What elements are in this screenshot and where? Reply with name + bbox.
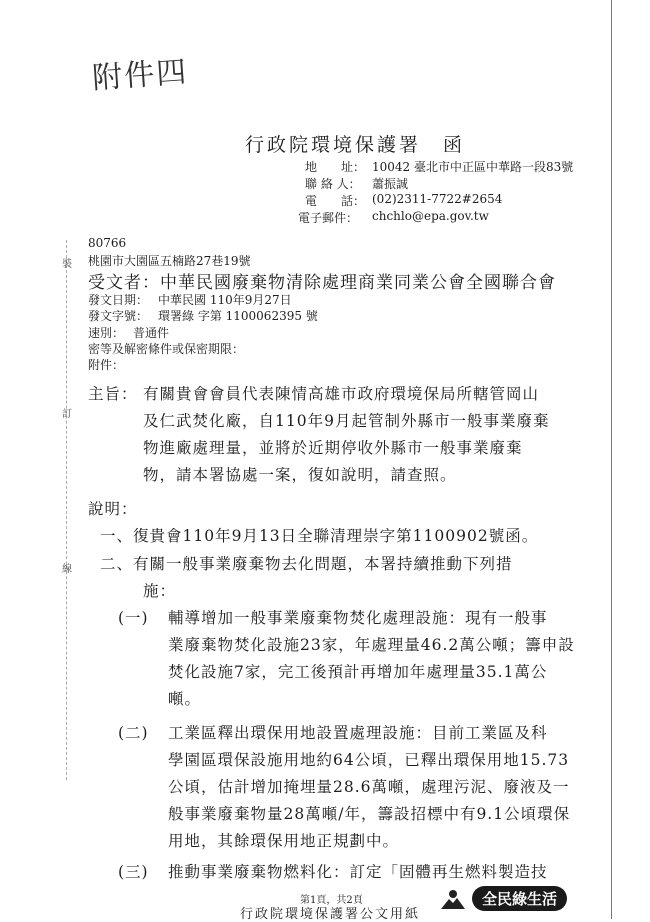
speed-value: 普通件 bbox=[133, 326, 170, 340]
subject-line: 及仁武焚化廠，自110年9月起管制外縣市一般事業廢棄 bbox=[143, 412, 550, 430]
sub-item-2-label: (二) bbox=[118, 724, 149, 742]
binding-mark-middle: 訂 bbox=[62, 409, 72, 420]
secrecy-label: 密等及解密條件或保密期限： bbox=[88, 342, 245, 356]
address-value: 10042 臺北市中正區中華路一段83號 bbox=[372, 160, 574, 174]
recipient-address: 桃園市大園區五楠路27巷19號 bbox=[88, 254, 251, 268]
attachment-label: 附件： bbox=[88, 358, 125, 372]
contact-value: 蕭振誠 bbox=[372, 177, 409, 191]
document-title: 行政院環境保護署 函 bbox=[245, 134, 466, 156]
sub-item-2-line: 學園區環保設施用地約64公頃，已釋出環保用地15.73 bbox=[168, 751, 570, 769]
phone-value: (02)2311-7722#2654 bbox=[372, 192, 503, 206]
sub-item-1-line: 焚化設施7家，完工後預計再增加年處理量35.1萬公 bbox=[168, 663, 548, 681]
binding-mark-bottom: 線 bbox=[62, 564, 72, 575]
sub-item-1-line: 輔導增加一般事業廢棄物焚化處理設施：現有一般事 bbox=[168, 609, 548, 627]
mountain-logo-icon bbox=[440, 888, 466, 910]
footer-logo bbox=[440, 886, 567, 911]
explanation-item-2: 二、有關一般事業廢棄物去化問題，本署持續推動下列措 bbox=[100, 555, 513, 573]
date-label: 發文日期： bbox=[88, 293, 149, 307]
paper-label: 行政院環境保護署公文用紙 bbox=[240, 907, 421, 922]
sub-item-3-label: (三) bbox=[118, 863, 149, 881]
speed-label: 速別： bbox=[88, 326, 125, 340]
sub-item-3-line: 推動事業廢棄物燃料化：訂定「固體再生燃料製造技 bbox=[168, 863, 548, 881]
scan-edge-line bbox=[611, 0, 612, 919]
doc-no-value: 環署綠 字第 1100062395 號 bbox=[158, 309, 318, 323]
page-number: 第1頁，共2頁 bbox=[300, 895, 363, 906]
sub-item-2-line: 般事業廢棄物量28萬噸/年，籌設招標中有9.1公頃環保 bbox=[168, 805, 571, 823]
sub-item-2-line: 公頃，估計增加掩埋量28.6萬噸，處理污泥、廢液及一 bbox=[168, 778, 570, 796]
binding-mark-top: 裝 bbox=[62, 259, 72, 270]
subject-label: 主旨： bbox=[88, 385, 138, 403]
contact-label: 聯 絡 人： bbox=[305, 177, 361, 191]
doc-no-label: 發文字號： bbox=[88, 309, 149, 323]
postal-code: 80766 bbox=[88, 236, 127, 250]
sub-item-2-line: 用地，其餘環保用地正規劃中。 bbox=[168, 832, 400, 850]
sub-item-1-line: 業廢棄物焚化設施23家，年處理量46.2萬公噸；籌申設 bbox=[168, 636, 575, 654]
email-value: chchlo@epa.gov.tw bbox=[372, 209, 489, 223]
address-label: 地 址： bbox=[305, 160, 366, 174]
explanation-label: 說明： bbox=[88, 500, 138, 518]
explanation-item-2-cont: 施： bbox=[143, 582, 177, 600]
explanation-item-1: 一、復貴會110年9月13日全聯清理崇字第1100902號函。 bbox=[100, 527, 539, 545]
sub-item-2-line: 工業區釋出環保用地設置處理設施：目前工業區及科 bbox=[168, 724, 548, 742]
sub-item-1-line: 噸。 bbox=[168, 690, 202, 708]
receiver-name: 中華民國廢棄物清除處理商業同業公會全國聯合會 bbox=[160, 273, 556, 293]
receiver-label: 受文者： bbox=[88, 273, 160, 293]
subject-line: 物進廠處理量，並將於近期停收外縣市一般事業廢棄 bbox=[143, 439, 523, 457]
subject-line: 物，請本署協處一案，復如說明，請查照。 bbox=[143, 466, 457, 484]
handwritten-annotation: 附件四 bbox=[91, 54, 190, 97]
email-label: 電子郵件： bbox=[298, 211, 359, 225]
sub-item-1-label: (一) bbox=[118, 609, 149, 627]
subject-line: 有關貴會會員代表陳情高雄市政府環境保局所轄管岡山 bbox=[143, 385, 540, 403]
binding-line bbox=[66, 240, 67, 780]
date-value: 中華民國 110年9月27日 bbox=[158, 293, 292, 307]
phone-label: 電 話： bbox=[305, 194, 366, 208]
logo-text: 全民綠生活 bbox=[472, 886, 567, 911]
